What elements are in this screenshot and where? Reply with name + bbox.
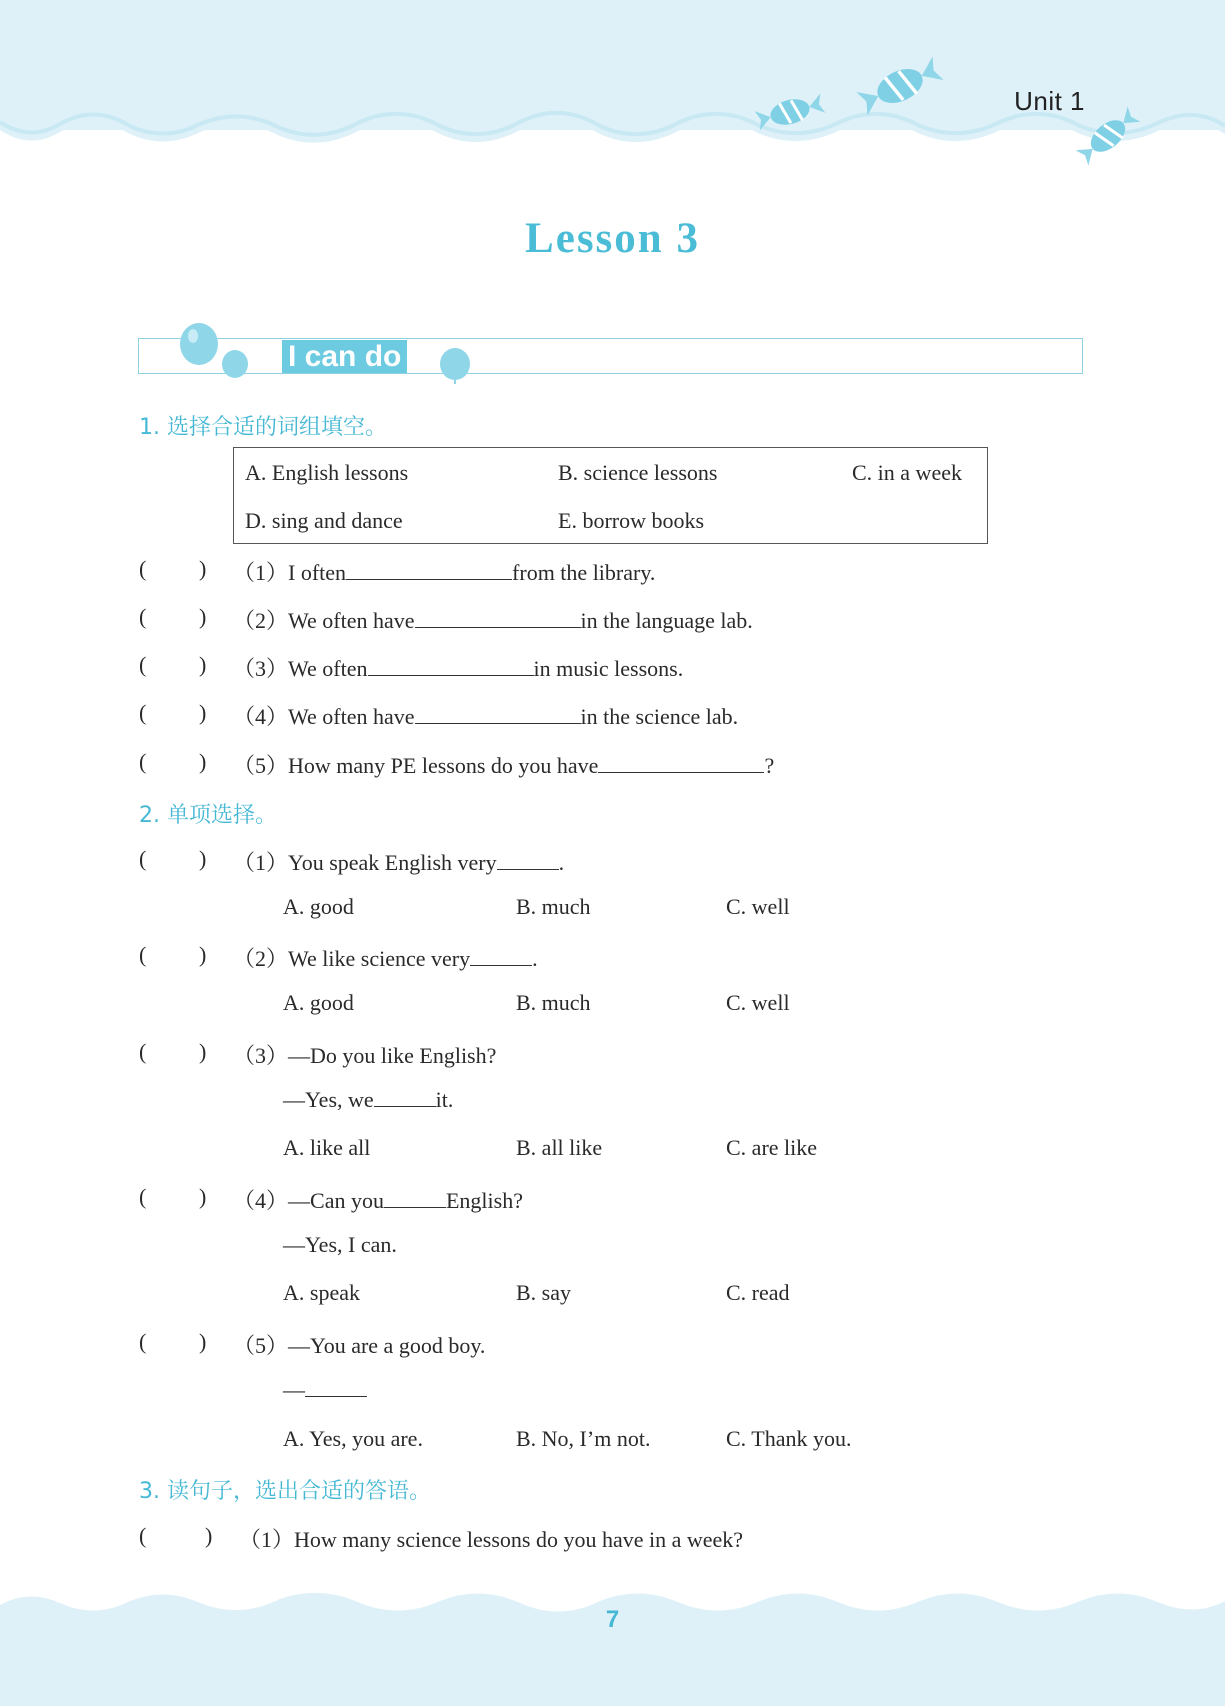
- item-number: （1）: [233, 850, 289, 875]
- answer-paren-close: ): [199, 604, 207, 629]
- fill-blank[interactable]: [415, 609, 581, 628]
- choice-c[interactable]: C. are like: [726, 1135, 818, 1160]
- item-number: （4）: [233, 1188, 289, 1213]
- item-number: （3）: [233, 656, 289, 681]
- item-text: We often: [288, 656, 368, 681]
- fill-blank[interactable]: [598, 754, 764, 773]
- fill-blank[interactable]: [305, 1378, 367, 1397]
- choice-c[interactable]: C. well: [726, 990, 790, 1015]
- item-text: We often have: [288, 704, 415, 729]
- fill-blank[interactable]: [346, 561, 512, 580]
- section-2-heading: 2. 单项选择。: [139, 803, 277, 828]
- fill-blank[interactable]: [368, 657, 534, 676]
- section-3-heading: 3. 读句子，选出合适的答语。: [139, 1479, 431, 1504]
- item-text: in the language lab.: [580, 608, 753, 633]
- word-option-d: D. sing and dance: [245, 508, 403, 533]
- choice-a[interactable]: A. Yes, you are.: [283, 1426, 423, 1451]
- item-number: （2）: [233, 946, 289, 971]
- item-text: We often have: [288, 608, 415, 633]
- item-text: How many science lessons do you have in a week?: [294, 1527, 744, 1552]
- item-number: （4）: [233, 704, 289, 729]
- choice-b[interactable]: B. much: [516, 990, 591, 1015]
- item-text: in music lessons.: [533, 656, 684, 681]
- reply-line: [283, 1087, 453, 1113]
- word-option-e: E. borrow books: [558, 508, 705, 533]
- answer-paren-open[interactable]: (: [139, 942, 147, 967]
- answer-paren-close: ): [199, 1039, 207, 1064]
- item-text: We like science very: [288, 946, 471, 971]
- answer-paren-open[interactable]: (: [139, 1039, 147, 1064]
- item-text: —You are a good boy.: [288, 1333, 486, 1358]
- answer-paren-open[interactable]: (: [139, 700, 147, 725]
- fill-blank[interactable]: [374, 1088, 436, 1107]
- choice-b[interactable]: B. all like: [516, 1135, 603, 1160]
- answer-paren-open[interactable]: (: [139, 652, 147, 677]
- item-text: .: [532, 946, 538, 971]
- reply-line: —Yes, I can.: [283, 1232, 397, 1257]
- answer-paren-close: ): [205, 1523, 213, 1548]
- item-number: （1）: [239, 1527, 295, 1552]
- answer-paren-open[interactable]: (: [139, 604, 147, 629]
- answer-paren-close: ): [199, 846, 207, 871]
- item-text: —Do you like English?: [288, 1043, 497, 1068]
- fill-blank[interactable]: [470, 947, 532, 966]
- choice-a[interactable]: A. like all: [283, 1135, 371, 1160]
- word-option-c: C. in a week: [852, 460, 962, 485]
- answer-paren-close: ): [199, 652, 207, 677]
- answer-paren-close: ): [199, 1329, 207, 1354]
- fill-blank[interactable]: [497, 851, 559, 870]
- answer-paren-close: ): [199, 556, 207, 581]
- answer-paren-open[interactable]: (: [139, 749, 147, 774]
- item-text: How many PE lessons do you have: [288, 753, 599, 778]
- choice-c[interactable]: C. Thank you.: [726, 1426, 852, 1451]
- answer-paren-open[interactable]: (: [139, 1184, 147, 1209]
- item-number: （2）: [233, 608, 289, 633]
- item-text: I often: [288, 560, 347, 585]
- item-text: it.: [435, 1087, 454, 1112]
- item-number: （1）: [233, 560, 289, 585]
- word-option-b: B. science lessons: [558, 460, 718, 485]
- choice-a[interactable]: A. good: [283, 894, 354, 919]
- item-text: ?: [764, 753, 775, 778]
- item-text: —Can you: [288, 1188, 384, 1213]
- word-option-a: A. English lessons: [245, 460, 409, 485]
- item-number: （5）: [233, 1333, 289, 1358]
- item-text: —Yes, we: [283, 1087, 374, 1112]
- item-text: .: [558, 850, 565, 875]
- page-number: 7: [605, 1606, 620, 1633]
- choice-a[interactable]: A. speak: [283, 1280, 360, 1305]
- answer-paren-close: ): [199, 1184, 207, 1209]
- answer-paren-close: ): [199, 749, 207, 774]
- item-number: （5）: [233, 753, 289, 778]
- choice-c[interactable]: C. read: [726, 1280, 790, 1305]
- choice-b[interactable]: B. much: [516, 894, 591, 919]
- answer-paren-close: ): [199, 700, 207, 725]
- answer-paren-open[interactable]: (: [139, 1523, 147, 1548]
- answer-paren-open[interactable]: (: [139, 1329, 147, 1354]
- banner-label: I can do: [282, 340, 407, 373]
- choice-a[interactable]: A. good: [283, 990, 354, 1015]
- item-text: from the library.: [512, 560, 656, 585]
- item-text: in the science lab.: [580, 704, 739, 729]
- header-wave-band: [0, 0, 1225, 170]
- choice-c[interactable]: C. well: [726, 894, 790, 919]
- answer-paren-close: ): [199, 942, 207, 967]
- fill-blank[interactable]: [384, 1189, 446, 1208]
- section-1-heading: 1. 选择合适的词组填空。: [139, 415, 387, 440]
- answer-paren-open[interactable]: (: [139, 846, 147, 871]
- fill-blank[interactable]: [415, 705, 581, 724]
- choice-b[interactable]: B. No, I’m not.: [516, 1426, 651, 1451]
- choice-b[interactable]: B. say: [516, 1280, 571, 1305]
- answer-paren-open[interactable]: (: [139, 556, 147, 581]
- item-text: English?: [445, 1188, 523, 1213]
- reply-line: [283, 1377, 367, 1403]
- unit-label: Unit 1: [1014, 86, 1085, 116]
- item-text: You speak English very: [288, 850, 497, 875]
- item-text: —: [283, 1377, 305, 1402]
- lesson-title: Lesson 3: [525, 215, 700, 262]
- footer-wave-band: [0, 1585, 1225, 1706]
- item-number: （3）: [233, 1043, 289, 1068]
